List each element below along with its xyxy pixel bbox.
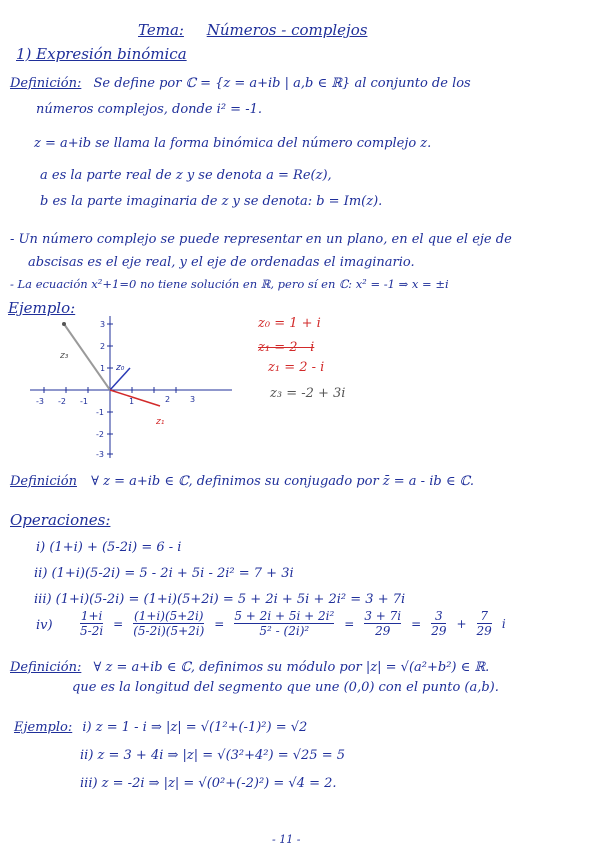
operation-i: i) (1+i) + (5-2i) = 6 - i bbox=[36, 540, 182, 555]
note-line: abscisas es el eje real, y el eje de ordenadas el imaginario. bbox=[28, 255, 415, 270]
point-z3 bbox=[62, 322, 66, 326]
y-tick-label: -1 bbox=[96, 408, 104, 417]
fraction: $\frac{\text{5 + 2i + 5i + 2i²}}{\text{5² - (2i)²}}$ bbox=[234, 609, 335, 638]
fraction: $\frac{3 + 7i}{29}$ bbox=[364, 609, 402, 638]
title-label: Tema: bbox=[138, 21, 184, 39]
page-number: - 11 - bbox=[272, 833, 301, 846]
title-subject: Números - complejos bbox=[206, 21, 368, 39]
fraction: $\frac{1+i}{5-2i}$ bbox=[80, 609, 104, 638]
definition-label: Definición: bbox=[10, 660, 82, 675]
fraction: $\frac{3}{29}$ bbox=[431, 609, 447, 638]
note-line: - Un número complejo se puede representar en un plano, en el que el eje de bbox=[10, 232, 512, 247]
example-2-i: Ejemplo: i) z = 1 - i ⇒ |z| = √(1²+(-1)²) = √2 bbox=[14, 720, 308, 735]
graph-label-z1: z₁ bbox=[156, 417, 165, 427]
fraction: $\frac{(1+i)(5+2i)}{(5-2i)(5+2i)}$ bbox=[133, 609, 205, 638]
graph-label-z0: z₀ bbox=[116, 363, 125, 373]
definition-label: Definición: bbox=[10, 76, 82, 91]
x-tick-label: 2 bbox=[165, 395, 171, 404]
x-tick-label: 1 bbox=[129, 397, 135, 406]
section-heading: 1) Expresión binómica bbox=[16, 45, 187, 63]
example-2-ii: ii) z = 3 + 4i ⇒ |z| = √(3²+4²) = √25 = 5 bbox=[80, 748, 346, 763]
definition-line: a es la parte real de z y se denota a = Re(z), bbox=[40, 168, 332, 183]
example-label: Ejemplo: bbox=[14, 720, 73, 735]
fraction: $\frac{7}{29}$ bbox=[476, 609, 492, 638]
x-tick-label: -3 bbox=[36, 397, 44, 406]
y-tick-label: 1 bbox=[100, 364, 106, 373]
example-2-iii: iii) z = -2i ⇒ |z| = √(0²+(-2)²) = √4 = 2. bbox=[80, 776, 337, 791]
note-line: - La ecuación x²+1=0 no tiene solución en ℝ, pero sí en ℂ: x² = -1 ⇒ x = ±i bbox=[10, 277, 449, 291]
definition-text: ∀ z = a+ib ∈ ℂ, definimos su conjugado por z̄ = a - ib ∈ ℂ. bbox=[91, 474, 475, 489]
y-tick-label: 2 bbox=[100, 342, 106, 351]
operation-iv-label: iv) bbox=[36, 618, 53, 633]
definition-text: ∀ z = a+ib ∈ ℂ, definimos su módulo por |z| = √(a²+b²) ∈ ℝ. bbox=[93, 660, 490, 675]
definition-1 bbox=[10, 76, 471, 92]
y-tick-label: 3 bbox=[100, 320, 106, 329]
definition-line: números complejos, donde i² = -1. bbox=[36, 102, 263, 117]
y-tick-label: -2 bbox=[96, 430, 104, 439]
operation-iii: iii) (1+i)(5-2i) = (1+i)(5+2i) = 5 + 2i + 5i + 2i² = 3 + 7i bbox=[34, 592, 406, 607]
definition-line: b es la parte imaginaria de z y se denota: b = Im(z). bbox=[40, 194, 383, 209]
y-tick-label: -3 bbox=[96, 450, 104, 459]
definition-label: Definición bbox=[10, 474, 77, 489]
vector-z3 bbox=[64, 324, 110, 390]
definition-3 bbox=[10, 660, 489, 676]
definition-line: que es la longitud del segmento que une (0,0) con el punto (a,b). bbox=[72, 680, 499, 695]
x-tick-label: -1 bbox=[80, 397, 88, 406]
operations-heading: Operaciones: bbox=[10, 511, 111, 529]
definition-text: Se define por ℂ = {z = a+ib | a,b ∈ ℝ} al conjunto de los bbox=[93, 76, 471, 91]
example-label: Ejemplo: bbox=[8, 299, 76, 317]
vector-z1 bbox=[110, 390, 160, 406]
example-z3: z₃ = -2 + 3i bbox=[270, 386, 346, 401]
definition-line: z = a+ib se llama la forma binómica del número complejo z. bbox=[34, 136, 432, 151]
operation-iv: $\frac{1+i}{5-2i}$ = $\frac{(1+i)(5+2i)}{(5-2i)(5+2i)}$ = $\frac{\text{5 + 2i + 5i + 2i²}}{\text{5² - (2i)²}}$ = $\frac{3 + 7i}{29}$ = $\frac{3}{29}$ + $\frac{7}{29}$ i bbox=[80, 609, 506, 638]
definition-2 bbox=[10, 474, 474, 490]
operation-ii: ii) (1+i)(5-2i) = 5 - 2i + 5i - 2i² = 7 + 3i bbox=[34, 566, 294, 581]
example-z0: z₀ = 1 + i bbox=[258, 316, 321, 331]
page-title bbox=[138, 22, 367, 38]
crossed-out-scribble: z₁ = 2 - i bbox=[258, 340, 315, 355]
example-z1: z₁ = 2 - i bbox=[268, 360, 325, 375]
complex-plane-graph bbox=[20, 312, 240, 462]
x-tick-label: 3 bbox=[190, 395, 196, 404]
x-tick-label: -2 bbox=[58, 397, 66, 406]
graph-label-z3: z₃ bbox=[60, 351, 69, 361]
